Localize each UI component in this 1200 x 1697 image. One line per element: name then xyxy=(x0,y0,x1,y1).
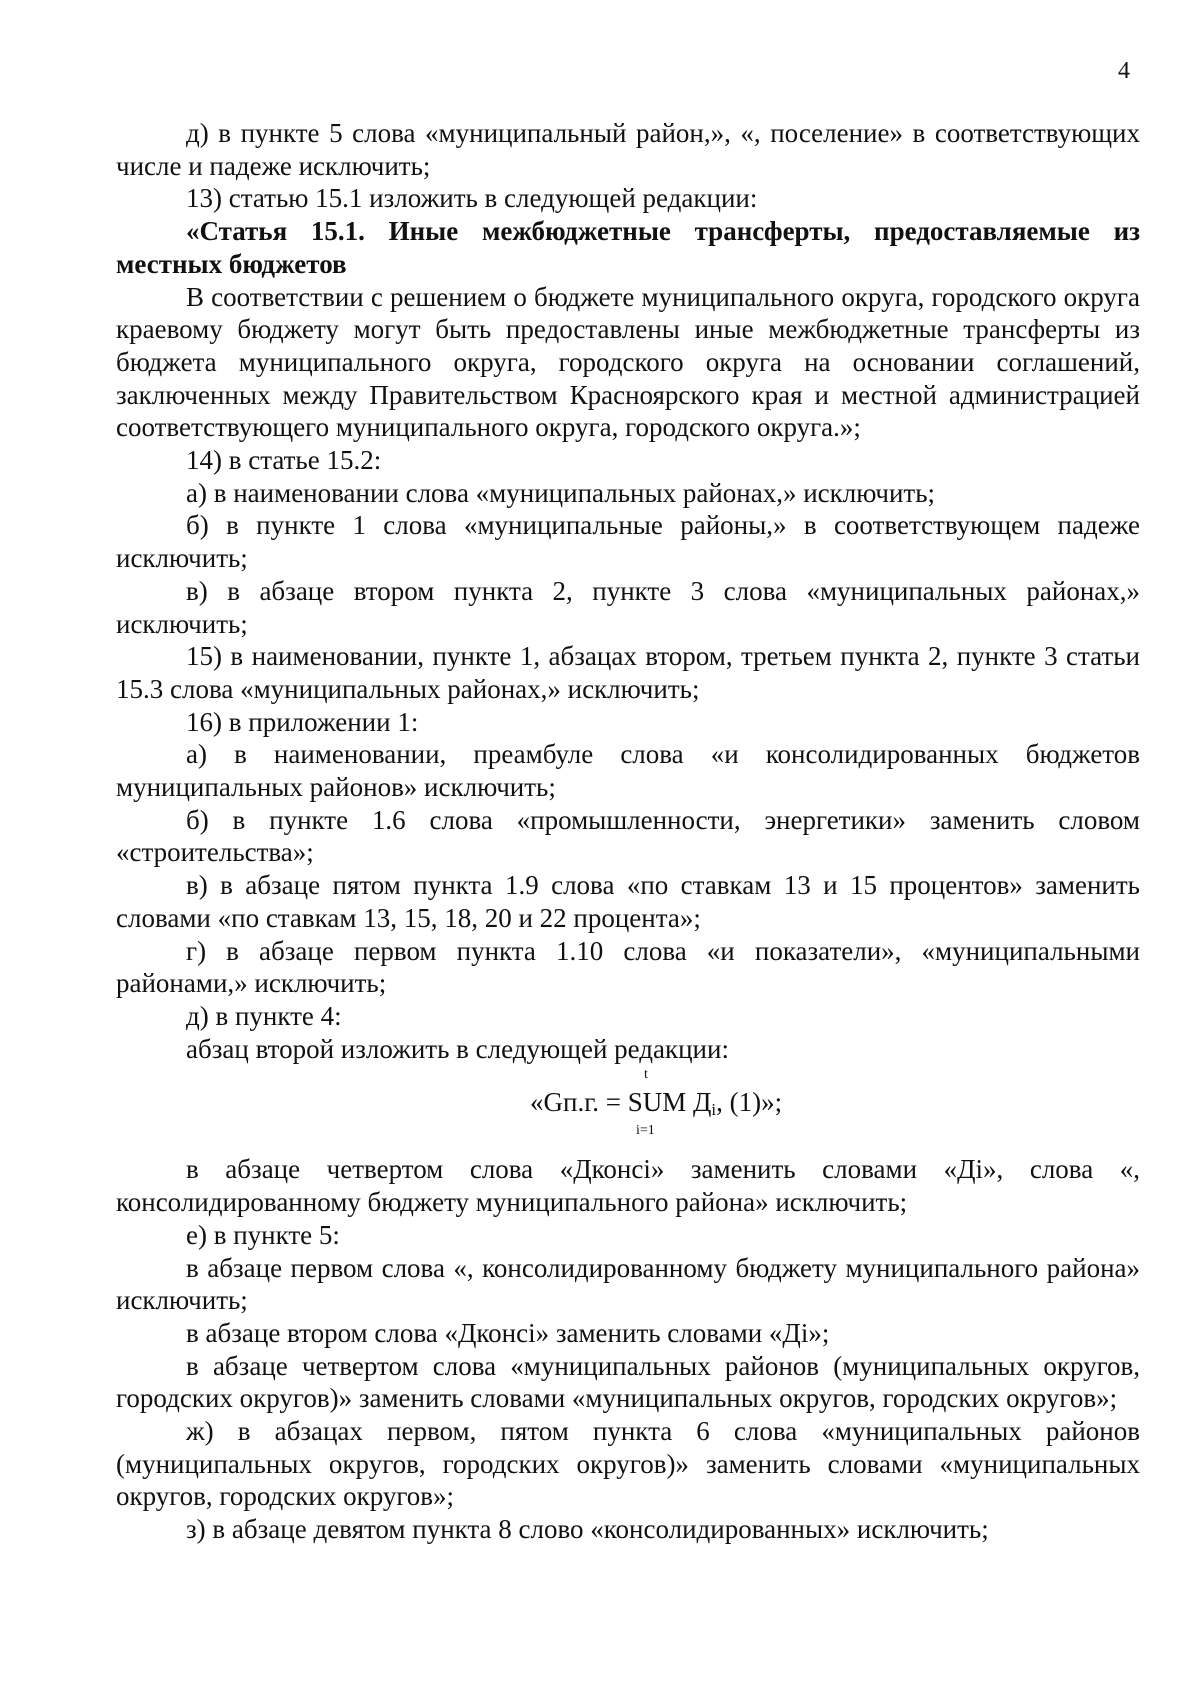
formula-suffix: , (1)»; xyxy=(716,1087,783,1118)
paragraph: 13) статью 15.1 изложить в следующей редакции: xyxy=(186,183,758,214)
paragraph: г) в абзаце первом пункта 1.10 слова «и показатели», «муниципальными районами,» исключить; xyxy=(116,935,1140,999)
paragraph: б) в пункте 1 слова «муниципальные районы,» в соответствующем падеже исключить; xyxy=(116,510,1140,574)
paragraph: д) в пункте 4: xyxy=(186,1000,342,1031)
page-number: 4 xyxy=(1118,58,1130,84)
article-heading: «Статья 15.1. Иные межбюджетные трансферты, предоставляемые из местных бюджетов xyxy=(116,216,1140,279)
paragraph: в) в абзаце пятом пункта 1.9 слова «по ставкам 13 и 15 процентов» заменить словами «по ставкам 13, 15, 18, 20 и 22 процента»; xyxy=(116,870,1140,933)
formula-subscript: i xyxy=(711,1100,717,1120)
formula-upper-limit: t xyxy=(644,1067,648,1083)
formula-prefix: «Gп.г. = SUM Д xyxy=(530,1087,712,1118)
paragraph: б) в пункте 1.6 слова «промышленности, энергетики» заменить словом «строительства»; xyxy=(116,804,1140,868)
paragraphs-before-formula xyxy=(116,117,1140,1065)
paragraph: з) в абзаце девятом пункта 8 слово «консолидированных» исключить; xyxy=(186,1514,989,1545)
paragraph: ж) в абзацах первом, пятом пункта 6 слова «муниципальных районов (муниципальных округов, городских округов)» заменить словами «муниципальных округов, городских округов»; xyxy=(116,1416,1140,1512)
paragraph: в абзаце четвертом слова «Дконсi» заменить словами «Дi», слова «, консолидированному бюджету муниципального района» исключить; xyxy=(116,1154,1140,1218)
document-body xyxy=(116,117,1140,1546)
paragraph: абзац второй изложить в следующей редакции: xyxy=(186,1033,729,1064)
paragraph: а) в наименовании слова «муниципальных районах,» исключить; xyxy=(186,477,936,508)
paragraph: в абзаце первом слова «, консолидированному бюджету муниципального района» исключить; xyxy=(116,1252,1140,1316)
paragraph: а) в наименовании, преамбуле слова «и консолидированных бюджетов муниципальных районов» исключить; xyxy=(116,739,1140,803)
paragraph: в) в абзаце втором пункта 2, пункте 3 слова «муниципальных районах,» исключить; xyxy=(116,575,1140,639)
formula-expression xyxy=(530,1087,782,1120)
paragraph: 15) в наименовании, пункте 1, абзацах втором, третьем пункта 2, пункте 3 статьи 15.3 слова «муниципальных районах,» исключить; xyxy=(116,641,1140,704)
paragraphs-after-formula xyxy=(116,1153,1140,1545)
paragraph: 16) в приложении 1: xyxy=(186,706,419,737)
paragraph: 14) в статье 15.2: xyxy=(186,445,382,476)
paragraph: е) в пункте 5: xyxy=(186,1219,340,1250)
formula-lower-limit: i=1 xyxy=(636,1123,655,1139)
formula xyxy=(116,1067,1140,1139)
paragraph: в абзаце втором слова «Дконсi» заменить словами «Дi»; xyxy=(186,1317,830,1348)
paragraph: д) в пункте 5 слова «муниципальный район,», «, поселение» в соответствующих числе и падеже исключить; xyxy=(116,118,1140,181)
paragraph: в абзаце четвертом слова «муниципальных районов (муниципальных округов, городских округов)» заменить словами «муниципальных округов, городских округов»; xyxy=(116,1350,1140,1414)
paragraph: В соответствии с решением о бюджете муниципального округа, городского округа краевому бюджету могут быть предоставлены иные межбюджетные трансферты из бюджета муниципального округа, городского округа на основании соглашений, заключенных между Правительством Красноярского края и местной администрацией соответствующего муниципального округа, городского округа.»; xyxy=(116,281,1140,443)
